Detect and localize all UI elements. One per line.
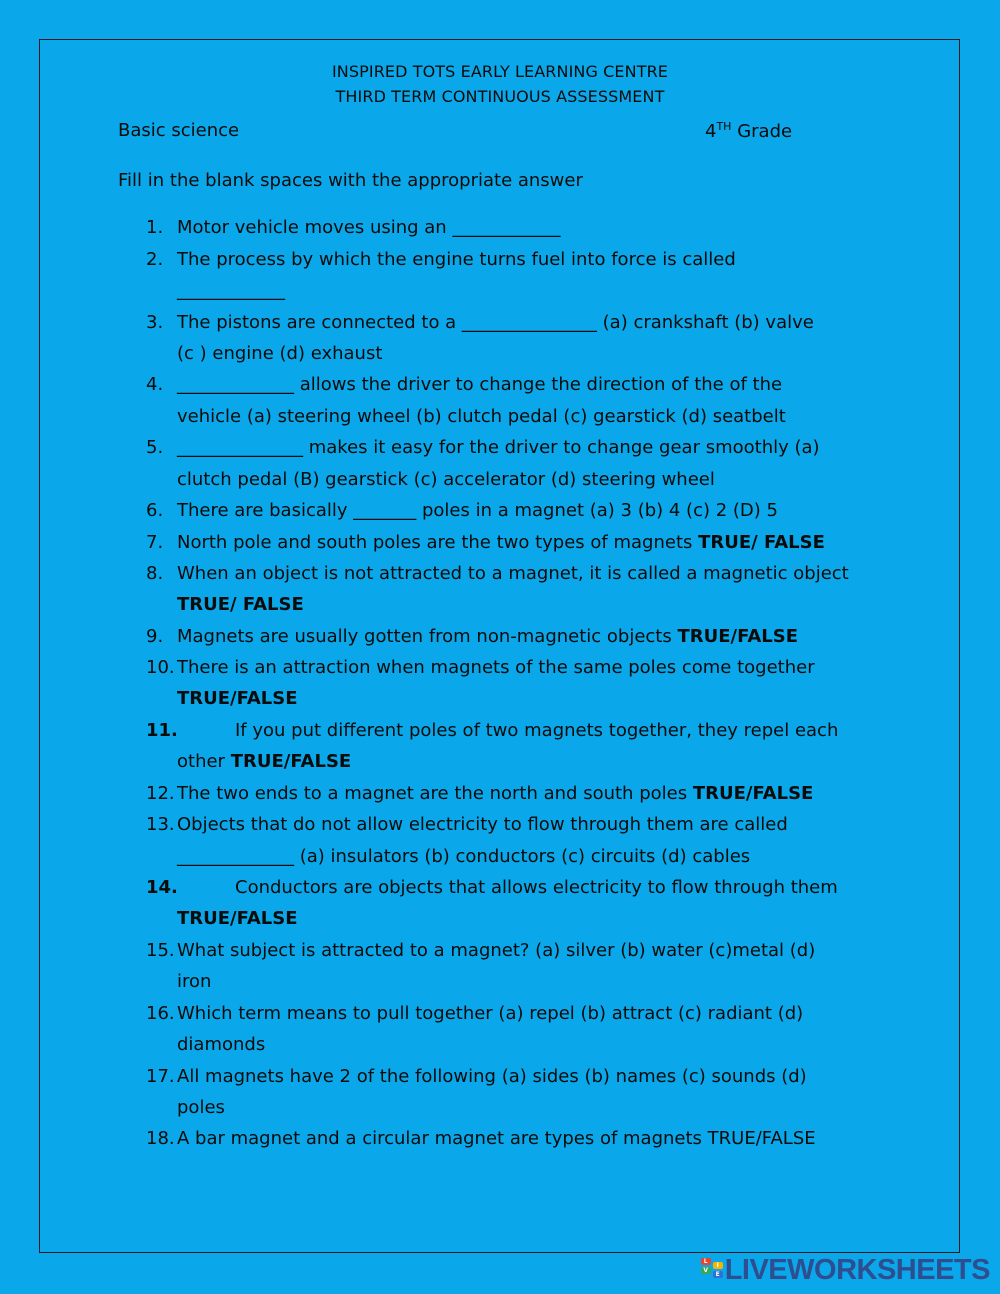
question-text-cont: poles	[177, 1097, 225, 1118]
grade-label	[705, 120, 792, 142]
question-text: Motor vehicle moves using an ____________	[177, 217, 561, 238]
question-text: What subject is attracted to a magnet? (a) silver (b) water (c)metal (d)	[177, 940, 816, 961]
question-number: 13.	[146, 814, 175, 835]
question-text: The process by which the engine turns fuel into force is called	[177, 249, 736, 270]
question-text: There is an attraction when magnets of the same poles come together	[177, 657, 815, 678]
question-text	[177, 625, 798, 649]
question-statement: North pole and south poles are the two types of magnets	[177, 532, 699, 553]
subject-label: Basic science	[118, 120, 240, 141]
question-number: 10.	[146, 657, 175, 678]
question-number: 6.	[146, 500, 164, 521]
grade-suffix: TH	[716, 120, 732, 133]
question-number: 16.	[146, 1003, 175, 1024]
question-text-cont	[177, 750, 351, 774]
true-false-option: TRUE/FALSE	[177, 908, 298, 929]
instructions: Fill in the blank spaces with the appropriate answer	[118, 170, 583, 191]
question-text: _____________ allows the driver to change the direction of the of the	[177, 374, 783, 395]
question-statement: other	[177, 751, 231, 772]
question-number: 1.	[146, 217, 164, 238]
liveworksheets-wordmark: LIVEWORKSHEETS	[724, 1253, 990, 1286]
question-number: 9.	[146, 626, 164, 647]
question-number: 2.	[146, 249, 164, 270]
question-text: When an object is not attracted to a magnet, it is called a magnetic object	[177, 563, 849, 584]
logo-letter-l: L	[701, 1258, 711, 1265]
question-text: All magnets have 2 of the following (a) sides (b) names (c) sounds (d)	[177, 1066, 807, 1087]
question-statement: The two ends to a magnet are the north and south poles	[177, 783, 693, 804]
true-false-option: TRUE/FALSE	[230, 751, 352, 772]
true-false-option: TRUE/ FALSE	[177, 594, 304, 615]
grade-word: Grade	[737, 121, 793, 142]
question-number: 5.	[146, 437, 164, 458]
question-text	[177, 782, 813, 806]
question-text-cont: _____________ (a) insulators (b) conductors (c) circuits (d) cables	[177, 846, 751, 867]
true-false-option: TRUE/FALSE	[692, 783, 814, 804]
question-text: The pistons are connected to a _______________ (a) crankshaft (b) valve	[177, 312, 814, 333]
question-text: ______________ makes it easy for the driver to change gear smoothly (a)	[177, 437, 820, 458]
assessment-title: THIRD TERM CONTINUOUS ASSESSMENT	[335, 87, 665, 106]
liveworksheets-logo	[701, 1253, 990, 1287]
question-text-cont: vehicle (a) steering wheel (b) clutch pedal (c) gearstick (d) seatbelt	[177, 406, 786, 427]
question-number: 18.	[146, 1128, 175, 1149]
question-text-cont: iron	[177, 971, 212, 992]
true-false-option: TRUE/ FALSE	[698, 532, 825, 553]
school-name: INSPIRED TOTS EARLY LEARNING CENTRE	[331, 62, 669, 81]
question-number: 15.	[146, 940, 175, 961]
question-statement: Magnets are usually gotten from non-magnetic objects	[177, 626, 678, 647]
logo-letter-v: V	[701, 1267, 711, 1274]
question-text: Which term means to pull together (a) repel (b) attract (c) radiant (d)	[177, 1003, 804, 1024]
question-number: 11.	[146, 720, 178, 741]
question-text: There are basically _______ poles in a magnet (a) 3 (b) 4 (c) 2 (D) 5	[177, 500, 778, 521]
question-text-cont: ____________	[177, 280, 285, 301]
question-text-cont: (c ) engine (d) exhaust	[177, 343, 383, 364]
logo-letter-e: E	[713, 1271, 723, 1278]
grade-number: 4	[705, 121, 717, 142]
question-number: 17.	[146, 1066, 175, 1087]
question-number: 7.	[146, 532, 164, 553]
question-text: Conductors are objects that allows electricity to flow through them	[235, 877, 838, 898]
question-text-cont: diamonds	[177, 1034, 266, 1055]
liveworksheets-icon	[701, 1258, 723, 1282]
logo-letter-i: I	[713, 1262, 723, 1269]
question-text: Objects that do not allow electricity to flow through them are called	[177, 814, 788, 835]
question-text-cont: clutch pedal (B) gearstick (c) accelerator (d) steering wheel	[177, 469, 715, 490]
question-number: 8.	[146, 563, 164, 584]
true-false-option: TRUE/FALSE	[677, 626, 798, 647]
question-number: 4.	[146, 374, 164, 395]
question-number: 14.	[146, 877, 178, 898]
question-text	[177, 531, 825, 555]
question-number: 3.	[146, 312, 164, 333]
question-text: If you put different poles of two magnets together, they repel each	[235, 720, 839, 741]
true-false-option: TRUE/FALSE	[177, 688, 298, 709]
question-text: A bar magnet and a circular magnet are types of magnets TRUE/FALSE	[177, 1128, 816, 1149]
question-number: 12.	[146, 783, 175, 804]
